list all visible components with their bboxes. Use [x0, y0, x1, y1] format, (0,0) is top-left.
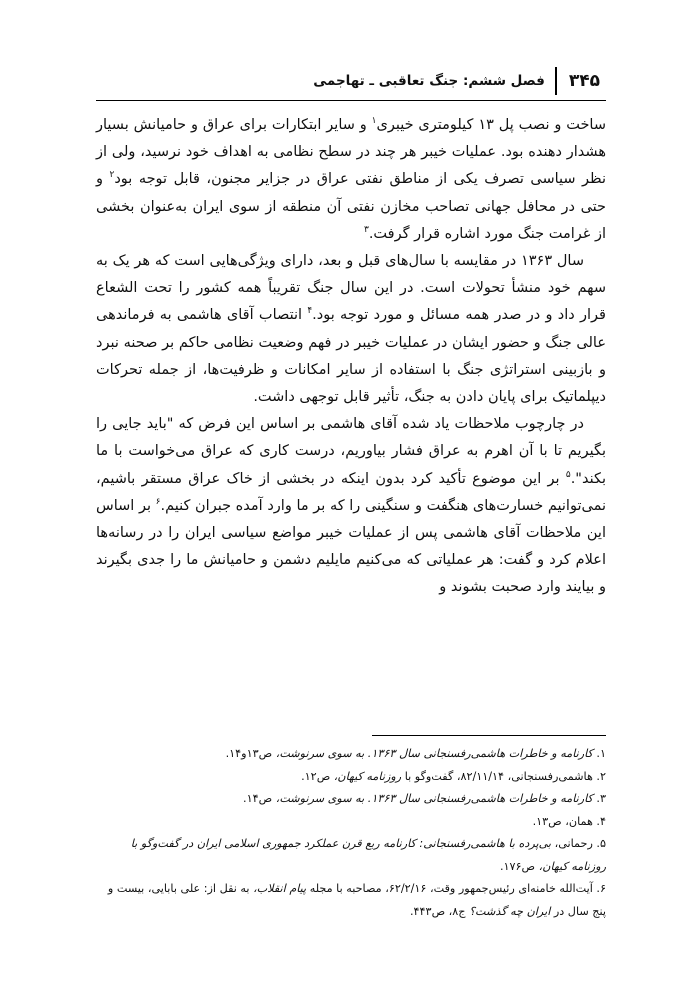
- citation-detail: ص۱۲.: [301, 769, 334, 783]
- text-run: بر اساس این ملاحظات آقای هاشمی پس از عملیات خیبر مواضع سیاسی ایران را در رسانه‌ها اعلام کرد و گفت: هر عملیاتی که می‌کنیم مایلیم دشمن و حامیانش ما را جدی بگیرند و بیایند وارد صحبت بشوند و: [96, 497, 606, 596]
- paragraph: [96, 411, 606, 601]
- citation-title: کارنامه و خاطرات هاشمی‌رفسنجانی سال ۱۳۶۳. به سوی سرنوشت،: [275, 747, 593, 760]
- text-run: و سایر ابتکارات برای عراق و حامیانش بسیار هشدار دهنده بود. عملیات خیبر هر چند در سطح نظامی به اهداف خود نرسید، ولی از نظر سیاسی تصرف یکی از مناطق نفتی عراق در جزایر مجنون، قابل توجه بود: [96, 117, 606, 188]
- body-text: [96, 112, 606, 602]
- text-run: سال ۱۳۶۳ در مقایسه با سال‌های قبل و بعد، دارای ویژگی‌هایی است که هر یک به سهم خود منشأ تحولات است. در این سال جنگ تقریباً همه کشور را تحت الشعاع قرار داد و در صدر همه مسائل و مورد توجه بود.: [96, 253, 606, 324]
- citation-detail: ج۸، ص۴۴۳.: [409, 904, 470, 918]
- footnote-number: ۳.: [596, 792, 606, 805]
- text-run: در چارچوب ملاحظات یاد شده آقای هاشمی بر اساس این فرض که "باید جایی را بگیریم تا با آن اهرم به عراق فشار بیاوریم، درست کاری که عراق می‌خواست با ما بکند".: [96, 416, 606, 487]
- footnote: [96, 811, 606, 834]
- running-header: [96, 62, 606, 101]
- footnote-number: ۴.: [596, 814, 606, 828]
- text-run: بر این موضوع تأکید کرد بدون اینکه در بخشی از خاک عراق مستقر باشیم، نمی‌توانیم خسارت‌های هنگفت و سنگینی را که بر ما وارد آمده جبران کنیم.: [96, 470, 606, 514]
- footnote-marker: ۱: [371, 116, 377, 127]
- header-divider: [555, 67, 557, 95]
- citation-detail: ص۱۳و۱۴.: [225, 747, 276, 760]
- footnote-number: ۱.: [596, 747, 606, 760]
- citation-title: کارنامه و خاطرات هاشمی‌رفسنجانی سال ۱۳۶۳. به سوی سرنوشت،: [275, 792, 593, 805]
- footnote-marker: ۶: [155, 497, 161, 508]
- footnote-marker: ۲: [109, 170, 115, 181]
- footnotes: [96, 743, 606, 923]
- paragraph: [96, 248, 606, 411]
- footnote: [96, 878, 606, 923]
- citation-detail: ص۱۴.: [243, 792, 276, 805]
- chapter-title: فصل ششم: جنگ تعاقبی ـ تهاجمی: [313, 73, 545, 89]
- page-number: ۳۴۵: [568, 71, 600, 91]
- footnote: [96, 766, 606, 789]
- footnote-number: ۲.: [596, 769, 606, 783]
- footnote-separator: [372, 735, 606, 736]
- citation-text: آیت‌الله خامنه‌ای رئیس‌جمهور وقت، ۶۲/۲/۱۶، مصاحبه با مجله: [306, 882, 593, 895]
- footnote-number: ۶.: [596, 882, 606, 895]
- text-run: و حتی در محافل جهانی تصاحب مخازن نفتی آن منطقه از سوی ایران به‌عنوان بخشی از غرامت جنگ مورد اشاره قرار گرفت.: [96, 171, 606, 242]
- text-run: ساخت و نصب پل ۱۳ کیلومتری خیبری: [376, 117, 606, 133]
- citation-detail: ص۱۷۶.: [499, 859, 539, 873]
- citation-title: ایران چه گذشت؟: [469, 904, 551, 918]
- citation-text: رحمانی،: [551, 837, 593, 850]
- text-run: انتصاب آقای هاشمی به فرماندهی عالی جنگ و حضور ایشان در عملیات خیبر در فهم وضعیت نظامی حاکم بر صحنه نبرد و بازبینی استراتژی جنگ با استفاده از سایر امکانات و ظرفیت‌ها، از جمله تحرکات دیپلماتیک برای پایان دادن به جنگ، تأثیر قابل توجهی داشت.: [96, 307, 606, 406]
- footnote-marker: ۳: [363, 224, 369, 235]
- citation-title: روزنامه کیهان،: [333, 769, 402, 783]
- citation-text: به نقل از: علی بابایی، بیست و پنج سال در: [107, 882, 606, 918]
- paragraph: [96, 112, 606, 248]
- citation-title: پیام انقلاب،: [253, 882, 307, 895]
- citation-text: همان، ص۱۳.: [532, 814, 593, 828]
- citation-title: بی‌پرده با هاشمی‌رفسنجانی: کارنامه ربع قرن عملکرد جمهوری اسلامی ایران در گفت‌وگو با روزنامه کیهان،: [130, 837, 606, 873]
- footnote-marker: ۵: [565, 469, 571, 480]
- footnote: [96, 788, 606, 811]
- footnote-marker: ۴: [307, 306, 313, 317]
- citation-text: هاشمی‌رفسنجانی، ۸۲/۱۱/۱۴، گفت‌وگو با: [401, 769, 593, 783]
- footnote-number: ۵.: [596, 837, 606, 850]
- footnote: [96, 833, 606, 878]
- footnote: [96, 743, 606, 766]
